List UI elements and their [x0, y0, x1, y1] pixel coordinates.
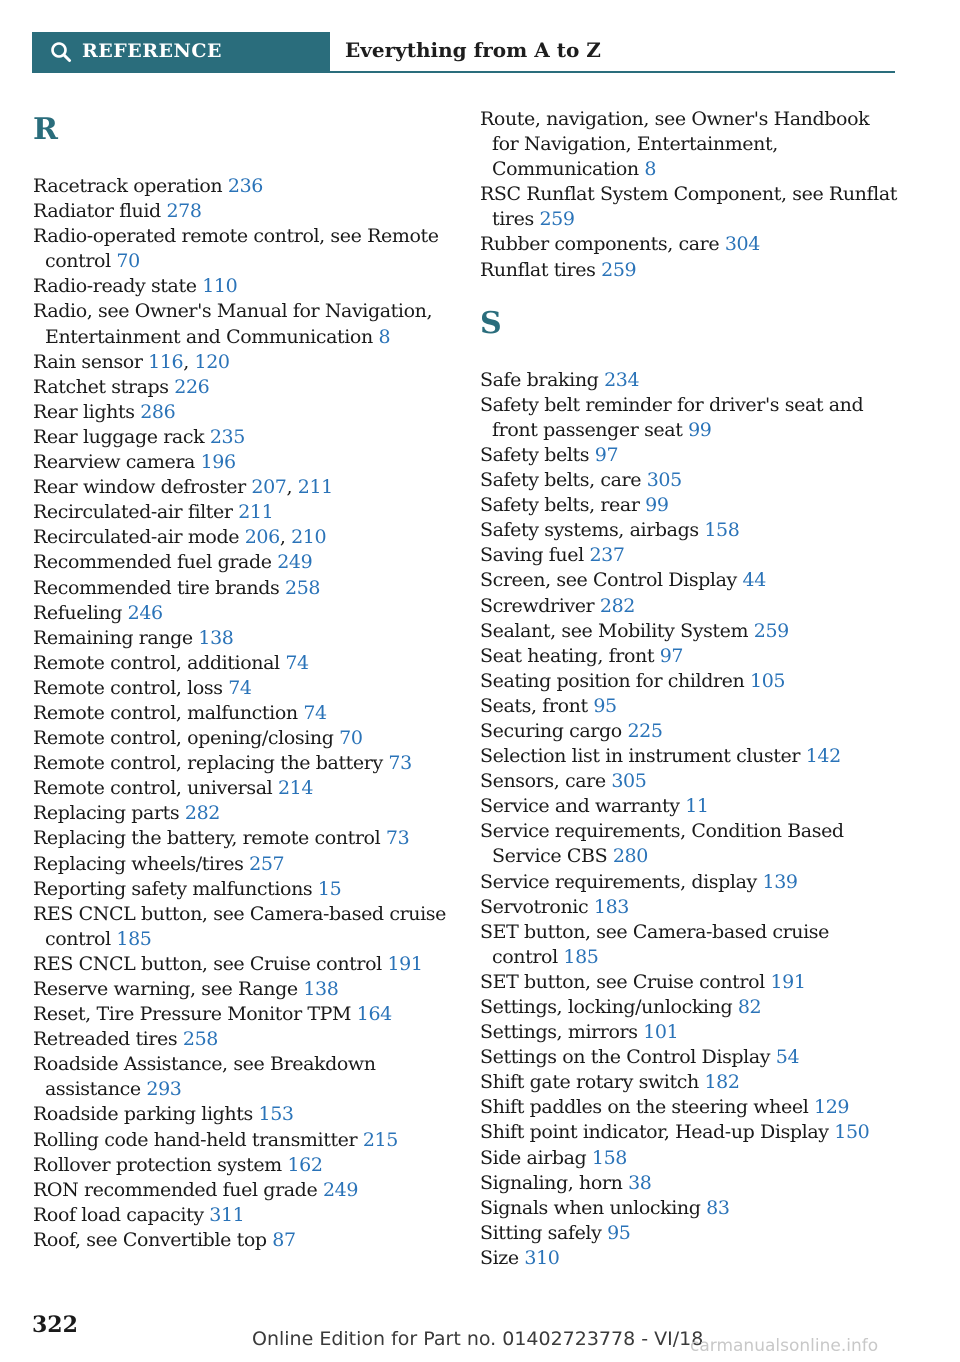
index-entry-term: Rear lights [33, 400, 141, 423]
page-ref-link[interactable]: 158 [704, 519, 740, 542]
index-entry-term: Safety belts, rear [480, 494, 646, 517]
index-entry-term: Rubber components, care [480, 233, 725, 256]
index-entry-term: Saving fuel [480, 544, 590, 567]
index-entry [480, 1246, 900, 1271]
index-entry [33, 425, 473, 450]
page-ref-link[interactable]: 282 [599, 594, 635, 617]
page-ref-link[interactable]: 120 [194, 350, 230, 373]
page-ref-link[interactable]: 116 [148, 350, 184, 373]
index-entry-term: Rear luggage rack [33, 425, 210, 448]
index-entry-term: Shift paddles on the steering wheel [480, 1096, 815, 1119]
index-entry [480, 970, 900, 995]
page-ref-link[interactable]: 236 [227, 175, 263, 197]
page-ref-link[interactable]: 97 [594, 443, 619, 466]
page-ref-link[interactable]: 99 [688, 418, 712, 441]
index-entry-term: Settings, locking/unlocking [480, 996, 738, 1018]
index-entry [480, 1196, 900, 1221]
page-ref-link[interactable]: 97 [659, 644, 684, 667]
index-entry [480, 619, 900, 644]
index-entry [33, 576, 473, 601]
page-ref-link[interactable]: 225 [627, 719, 663, 742]
page-ref-link[interactable]: 70 [339, 727, 363, 750]
index-entry-term: Recirculated-air mode [33, 526, 245, 549]
index-entry [480, 107, 900, 182]
index-entry [480, 644, 900, 669]
index-letter-heading: S [480, 305, 502, 341]
index-entry-list [480, 107, 900, 283]
page-ref-link[interactable]: 259 [601, 258, 637, 281]
index-entry-term: Racetrack operation [33, 175, 228, 197]
index-entry-list [33, 174, 473, 1253]
index-entry [33, 676, 473, 701]
page-ref-link[interactable]: 162 [287, 1153, 323, 1176]
index-entry-term: Recommended tire brands [33, 576, 285, 599]
index-entry-term: Safety systems, airbags [480, 519, 705, 542]
page-ref-link[interactable]: 15 [317, 877, 342, 900]
index-entry [33, 1052, 473, 1102]
page-ref-link[interactable]: 99 [645, 494, 669, 517]
index-entry [480, 182, 900, 232]
edition-note: Online Edition for Part no. 01402723778 - VI/18 [252, 1328, 704, 1350]
page-ref-link[interactable]: 311 [209, 1203, 245, 1226]
index-entry-term: RES CNCL button, see Camera-based cruise control [33, 902, 446, 950]
index-entry-term: Rollover protection system [33, 1153, 288, 1176]
index-entry-term: Shift point indicator, Head-up Display [480, 1121, 835, 1144]
index-entry [480, 1070, 900, 1095]
page-ref-link[interactable]: 8 [644, 158, 657, 181]
page-number: 322 [32, 1312, 78, 1338]
index-entry-term: Roadside parking lights [33, 1103, 259, 1126]
index-entry-term: Radiator fluid [33, 200, 167, 223]
index-entry-term: Signaling, horn [480, 1171, 629, 1194]
index-entry-term: Remote control, additional [33, 651, 286, 674]
index-entry [480, 769, 900, 794]
index-entry-term: SET button, see Camera-based cruise control [480, 920, 829, 968]
index-entry [480, 1045, 900, 1070]
page-ref-link[interactable]: 310 [524, 1246, 560, 1269]
page-ref-link[interactable]: 73 [385, 827, 410, 850]
index-entry [480, 493, 900, 518]
index-entry [33, 1228, 473, 1253]
index-entry [480, 368, 900, 393]
page-ref-link[interactable]: 38 [628, 1171, 652, 1194]
index-entry-term: Seat heating, front [480, 644, 660, 667]
page-ref-link[interactable]: 74 [228, 676, 252, 699]
index-column-left [33, 107, 473, 1253]
index-entry-term: Replacing wheels/tires [33, 852, 250, 875]
index-entry-term: Safety belt reminder for driver's seat and front passenger seat [480, 393, 864, 441]
index-entry [33, 199, 473, 224]
page-ref-link[interactable]: 11 [685, 795, 709, 818]
page-ref-link[interactable]: 259 [753, 619, 789, 642]
index-entry-term: Safety belts, care [480, 469, 647, 492]
page-ref-link[interactable]: 304 [724, 233, 760, 256]
page-ref-link[interactable]: 73 [388, 752, 412, 775]
index-entry [33, 1203, 473, 1228]
index-entry-term: Service requirements, Condition Based Service CBS [480, 820, 844, 868]
index-entry [33, 400, 473, 425]
index-entry-term: Reporting safety malfunctions [33, 877, 318, 900]
index-entry-term: Runflat tires [480, 258, 602, 281]
index-entry-term: Sealant, see Mobility System [480, 619, 754, 642]
index-entry-term: Safety belts [480, 443, 595, 466]
index-entry [33, 350, 473, 375]
index-entry-term: Ratchet straps [33, 375, 175, 398]
index-entry-term: Route, navigation, see Owner's Handbook for Navigation, Entertainment, Communication [480, 108, 870, 181]
index-entry [480, 543, 900, 568]
index-entry-term: Replacing the battery, remote control [33, 827, 386, 850]
watermark: carmanualsonline.info [690, 1336, 879, 1356]
index-entry [33, 952, 473, 977]
page-ref-link[interactable]: 226 [174, 375, 210, 398]
index-entry [480, 393, 900, 443]
page-ref-link[interactable]: 142 [805, 745, 841, 768]
index-entry [33, 274, 473, 299]
index-entry [480, 995, 900, 1020]
index-entry-term: Signals when unlocking [480, 1196, 707, 1219]
page-ref-link[interactable]: 235 [209, 425, 245, 448]
page-ref-link[interactable]: 101 [643, 1021, 679, 1044]
page-ref-link[interactable]: 95 [593, 694, 617, 717]
index-entry-term: Replacing parts [33, 802, 185, 825]
page-ref-link[interactable]: 210 [291, 526, 327, 549]
page-ref-link[interactable]: 207 [251, 476, 287, 499]
page-ref-link[interactable]: 70 [116, 250, 140, 273]
index-entry [480, 443, 900, 468]
page-ref-separator: , [279, 526, 292, 549]
page-ref-link[interactable]: 196 [200, 451, 236, 474]
index-entry-term: Recirculated-air filter [33, 501, 239, 524]
index-entry [480, 1146, 900, 1171]
page-ref-link[interactable]: 211 [297, 476, 333, 499]
index-entry [480, 669, 900, 694]
index-entry-term: Radio-ready state [33, 275, 203, 298]
index-entry-term: Roof load capacity [33, 1203, 210, 1226]
page-ref-link[interactable]: 183 [593, 895, 629, 918]
index-entry [33, 1178, 473, 1203]
index-entry [480, 1020, 900, 1045]
index-entry [480, 468, 900, 493]
index-entry-term: Reset, Tire Pressure Monitor TPM [33, 1003, 357, 1026]
page-ref-link[interactable]: 234 [604, 368, 640, 391]
index-entry-term: Remote control, opening/closing [33, 727, 340, 750]
index-entry-term: Retreaded tires [33, 1028, 183, 1051]
index-entry [480, 1171, 900, 1196]
page-ref-link[interactable]: 246 [127, 601, 163, 624]
page-ref-link[interactable]: 129 [814, 1096, 850, 1119]
index-entry-term: Settings on the Control Display [480, 1046, 776, 1069]
page-ref-link[interactable]: 191 [770, 970, 806, 993]
index-entry-term: RSC Runflat System Component, see Runflat tires [480, 183, 897, 231]
index-entry-term: Settings, mirrors [480, 1021, 644, 1044]
index-entry-term: Recommended fuel grade [33, 551, 278, 574]
index-entry [33, 852, 473, 877]
index-entry-term: Rearview camera [33, 451, 201, 474]
index-entry-term: Rear window defroster [33, 476, 252, 499]
index-entry [33, 601, 473, 626]
index-entry-term: Remote control, malfunction [33, 701, 304, 724]
index-entry [33, 1102, 473, 1127]
index-entry-term: Seating position for children [480, 669, 750, 692]
index-entry [33, 475, 473, 500]
page-ref-link[interactable]: 138 [198, 626, 234, 649]
index-entry [33, 701, 473, 726]
page-ref-link[interactable]: 8 [378, 325, 391, 348]
index-entry [33, 751, 473, 776]
index-entry [33, 1002, 473, 1027]
page-ref-link[interactable]: 249 [322, 1178, 359, 1201]
page-ref-link[interactable]: 158 [591, 1146, 627, 1169]
index-entry-term: Refueling [33, 601, 128, 624]
page-ref-link[interactable]: 74 [285, 651, 309, 674]
page-ref-link[interactable]: 214 [277, 777, 314, 800]
page-ref-link[interactable]: 153 [258, 1103, 294, 1126]
index-entry [480, 870, 900, 895]
page-ref-link[interactable]: 185 [563, 945, 599, 968]
index-entry [33, 977, 473, 1002]
index-entry [480, 594, 900, 619]
index-entry-term: Remote control, universal [33, 777, 278, 800]
page-ref-link[interactable]: 191 [387, 952, 423, 975]
index-entry [33, 500, 473, 525]
page-ref-link[interactable]: 110 [202, 275, 238, 298]
index-entry-term: Safe braking [480, 368, 605, 391]
index-entry [33, 826, 473, 851]
index-entry-term: Roof, see Convertible top [33, 1228, 273, 1251]
page-ref-link[interactable]: 258 [182, 1028, 218, 1051]
index-entry [33, 1027, 473, 1052]
page-ref-link[interactable]: 305 [646, 469, 682, 492]
page-ref-link[interactable]: 211 [238, 501, 274, 524]
index-entry [480, 258, 900, 283]
page-ref-link[interactable]: 237 [589, 544, 625, 567]
index-entry-term: Sitting safely [480, 1221, 608, 1244]
index-entry-term: Service requirements, display [480, 870, 763, 893]
index-entry-term: RES CNCL button, see Cruise control [33, 952, 388, 975]
page-ref-link[interactable]: 138 [303, 978, 339, 1000]
index-entry-term: Size [480, 1246, 525, 1269]
page-ref-link[interactable]: 249 [277, 551, 313, 574]
index-entry [480, 1120, 900, 1145]
page-ref-link[interactable]: 139 [762, 870, 798, 893]
index-column-right [480, 107, 900, 1271]
index-entry [480, 1221, 900, 1246]
index-entry [33, 174, 473, 199]
page-ref-link[interactable]: 286 [140, 400, 176, 423]
index-entry-term: Radio-operated remote control, see Remote control [33, 225, 439, 273]
index-entry-term: Radio, see Owner's Manual for Navigation, Entertainment and Communication [33, 300, 433, 348]
page-ref-link[interactable]: 44 [742, 569, 766, 592]
page-header [32, 32, 895, 73]
index-entry [480, 694, 900, 719]
page-ref-link[interactable]: 258 [285, 576, 321, 599]
index-entry-term: Screen, see Control Display [480, 569, 743, 592]
page-ref-link[interactable]: 282 [184, 802, 220, 825]
index-entry-term: Remaining range [33, 626, 199, 649]
page-ref-link[interactable]: 74 [303, 701, 327, 724]
index-letter-heading: R [33, 112, 58, 147]
page-ref-link[interactable]: 87 [272, 1228, 296, 1251]
page-ref-link[interactable]: 105 [750, 669, 786, 692]
page-ref-link[interactable]: 164 [356, 1003, 392, 1026]
index-entry-term: Servotronic [480, 895, 594, 918]
page-ref-link[interactable]: 259 [539, 208, 575, 231]
magnifier-icon [50, 41, 72, 63]
index-entry-term: RON recommended fuel grade [33, 1178, 323, 1201]
index-entry-term: Securing cargo [480, 719, 628, 742]
index-entry-term: SET button, see Cruise control [480, 970, 771, 993]
section-tab-label: REFERENCE [82, 40, 222, 62]
section-tab [32, 32, 330, 71]
index-entry-term: Roadside Assistance, see Breakdown assistance [33, 1053, 376, 1101]
page-ref-link[interactable]: 206 [244, 526, 280, 549]
page-ref-link[interactable]: 83 [706, 1196, 730, 1219]
index-entry-term: Shift gate rotary switch [480, 1071, 705, 1094]
page-ref-link[interactable]: 182 [704, 1071, 740, 1094]
page-ref-link[interactable]: 54 [775, 1046, 800, 1069]
index-entry-term: Selection list in instrument cluster [480, 745, 806, 768]
index-entry [33, 299, 473, 349]
page-ref-link[interactable]: 95 [607, 1221, 631, 1244]
index-entry [480, 794, 900, 819]
index-entry [33, 626, 473, 651]
page-ref-link[interactable]: 278 [166, 200, 202, 223]
index-entry [33, 776, 473, 801]
index-entry [480, 518, 900, 543]
index-entry-term: Service and warranty [480, 795, 686, 818]
index-entry [33, 902, 473, 952]
index-entry [33, 525, 473, 550]
index-entry-term: Rolling code hand-held transmitter [33, 1128, 363, 1151]
page-title: Everything from A to Z [345, 38, 601, 62]
page-ref-link[interactable]: 293 [146, 1078, 182, 1101]
page-ref-link[interactable]: 150 [834, 1121, 870, 1144]
index-entry [33, 726, 473, 751]
page-ref-link[interactable]: 185 [116, 927, 152, 950]
index-entry [480, 1095, 900, 1120]
index-entry [480, 819, 900, 869]
page-ref-separator: , [183, 350, 195, 373]
index-entry [33, 550, 473, 575]
index-entry [33, 651, 473, 676]
index-entry [480, 719, 900, 744]
index-entry [480, 568, 900, 593]
page-ref-link[interactable]: 280 [612, 845, 648, 868]
index-entry [33, 877, 473, 902]
index-entry [480, 232, 900, 257]
index-entry [33, 1128, 473, 1153]
index-entry-term: Seats, front [480, 694, 594, 717]
page-ref-link[interactable]: 305 [611, 770, 647, 793]
index-entry-term: Side airbag [480, 1146, 592, 1169]
index-entry-term: Reserve warning, see Range [33, 978, 304, 1000]
index-entry [33, 375, 473, 400]
index-entry [480, 895, 900, 920]
index-entry-term: Rain sensor [33, 350, 149, 373]
index-entry [33, 1153, 473, 1178]
index-entry-term: Remote control, loss [33, 676, 229, 699]
index-entry [33, 224, 473, 274]
index-entry [480, 744, 900, 769]
index-entry-term: Sensors, care [480, 770, 612, 793]
page-ref-link[interactable]: 215 [362, 1128, 398, 1151]
index-entry-term: Screwdriver [480, 594, 600, 617]
page-ref-link[interactable]: 82 [737, 996, 762, 1018]
page-ref-separator: , [286, 476, 298, 499]
index-entry-term: Remote control, replacing the battery [33, 752, 389, 775]
index-entry [33, 450, 473, 475]
page-ref-link[interactable]: 257 [249, 852, 285, 875]
index-entry [33, 801, 473, 826]
index-entry [480, 920, 900, 970]
index-entry-list [480, 368, 900, 1271]
